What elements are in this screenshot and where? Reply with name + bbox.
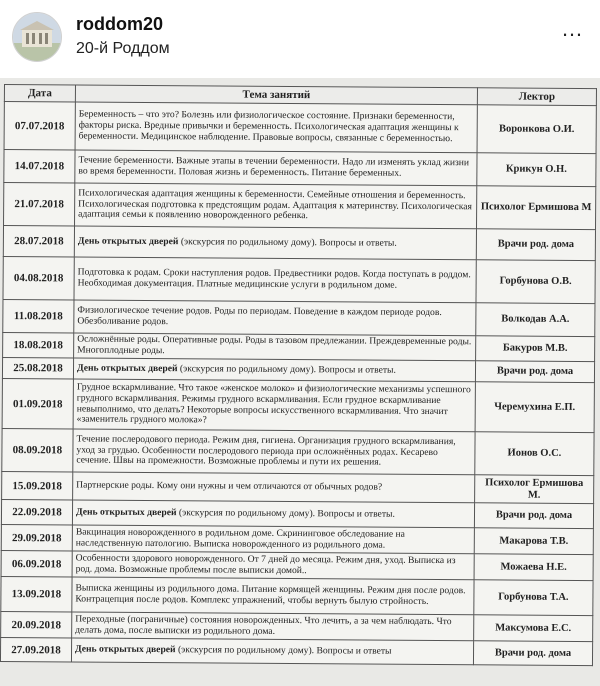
row-topic [75,102,477,153]
row-date: 13.09.2018 [1,576,72,611]
row-lecturer: Черемухина Е.П. [475,382,594,433]
row-date: 20.09.2018 [1,611,72,637]
table-row [4,102,596,154]
row-lecturer: Бакуров М.В. [476,336,595,362]
row-date: 04.08.2018 [3,256,74,299]
row-date: 21.07.2018 [4,183,75,226]
table-row [2,471,594,503]
table-row [1,550,593,580]
row-topic-text: Осложнённые роды. Оперативные роды. Роды в тазовом предлежании. Преждевременные роды. Многоплодные роды. [77,333,472,357]
table-row [1,524,593,554]
row-lecturer: Можаева Н.Е. [474,554,593,581]
building-icon [13,13,61,61]
row-topic-text: (экскурсия по родильному дому). Вопросы и ответы. [177,362,396,376]
row-lecturer: Горбунова Т.А. [474,580,593,616]
row-lecturer: Врачи род. дома [475,361,594,383]
row-topic-text: Вакцинация новорожденного в родильном доме. Скрининговое обследование на наследственную патологию. Выписка новорожденного из родильного дома. [75,526,405,551]
row-date: 15.09.2018 [2,471,73,499]
row-lecturer: Ионов О.С. [475,432,594,476]
header-topic: Тема занятий [75,85,477,105]
table-row [4,150,596,187]
row-topic-highlight: День открытых дверей [77,235,179,247]
header-lecturer: Лектор [477,88,596,106]
table-row [2,378,594,432]
row-topic [71,638,473,665]
row-topic-highlight: День открытых дверей [75,506,177,518]
row-date: 25.08.2018 [2,357,73,378]
row-topic-text: Подготовка к родам. Сроки наступления родов. Предвестники родов. Когда поступать в роддом. Необходимая документация. Платные медицинские услуги в родильном доме. [77,266,471,291]
row-topic-text: Беременность – что это? Болезнь или физиологическое состояние. Признаки беременности, факторы риска. Вредные привычки и беременность. Психологическая адаптация женщины к беременности. Медицинское наблюдение. Правовые вопросы, связанные с беременностью. [78,108,459,145]
row-date: 06.09.2018 [1,550,72,576]
row-date: 27.09.2018 [0,637,71,661]
row-topic [75,183,477,229]
row-topic [72,551,474,580]
more-options-icon[interactable]: … [561,16,584,41]
username[interactable]: roddom20 [76,14,164,34]
row-topic-highlight: День открытых дверей [76,362,178,374]
row-lecturer: Волкодав А.А. [476,303,595,337]
row-topic [72,500,474,528]
row-topic [73,429,475,475]
row-topic [72,577,474,615]
row-topic [75,150,477,186]
row-lecturer: Врачи род. дома [473,641,592,666]
row-topic-text: Психологическая адаптация женщины к беременности. Семейные отношения и беременность. Психологическая подготовка к предстоящим родам. Адаптация к материнству. Психологическая адаптация семьи к появлению новорожденного ребенка. [78,187,473,222]
row-topic [74,300,476,336]
location[interactable]: 20-й Роддом [76,40,170,57]
row-topic-text: Выписка женщины из родильного дома. Питание кормящей женщины. Режим дня после родов. Контрацепция после родов. Комплекс упражнений, чтобы вернуть былую стройность. [75,582,466,607]
row-topic [72,525,474,554]
row-topic [73,358,475,382]
row-lecturer: Макарова Т.В. [474,528,593,555]
table-row [0,637,592,665]
row-topic-text: (экскурсия по родильному дому). Вопросы и ответы. [178,235,397,249]
row-lecturer: Воронкова О.И. [477,105,596,154]
row-lecturer: Врачи род. дома [474,503,593,529]
row-topic-text: Особенности здорового новорожденного. От 7 дней до месяца. Режим дня, уход. Выписка из род. дома. Возможные проблемы после выписки домой.. [75,552,456,576]
row-date: 29.09.2018 [1,524,72,550]
table-row [1,611,593,641]
row-topic [72,612,474,641]
row-topic [74,226,476,260]
row-topic [74,257,476,303]
table-row [4,183,596,230]
row-date: 28.07.2018 [3,226,74,257]
row-date: 22.09.2018 [1,499,72,524]
row-lecturer: Врачи род. дома [476,229,595,261]
row-topic-text: (экскурсия по родильному дому). Вопросы и ответы [175,644,392,657]
row-date: 14.07.2018 [4,150,75,183]
table-row [3,299,595,336]
row-topic-highlight: День открытых дверей [75,643,176,656]
table-row [1,576,593,615]
post-header [0,0,600,78]
row-topic-text: Течение послеродового периода. Режим дня, гигиена. Организация грудного вскармливания, уход за грудью. Особенности послеродового периода при осложнённых родах. Кесарево сечение. Швы на промежности. Возможные проблемы и пути их решения. [76,433,456,469]
schedule-table [0,84,597,666]
row-lecturer: Крикун О.Н. [477,153,596,187]
row-topic-text: Течение беременности. Важные этапы в течении беременности. Надо ли изменять уклад жизни во время беременности. Половая жизнь и беременность. Питание беременных. [78,154,470,179]
row-lecturer: Психолог Ермишова М. [475,475,594,504]
table-row [3,256,595,303]
row-lecturer: Горбунова О.В. [476,260,595,304]
row-topic-text: (экскурсия по родильному дому). Вопросы и ответы. [176,506,395,520]
row-lecturer: Максумова Е.С. [474,615,593,642]
table-row [2,428,594,475]
row-date: 18.08.2018 [3,332,74,357]
header-date: Дата [4,85,75,102]
row-topic [73,379,475,432]
row-topic-text: Переходные (пограничные) состояния новорожденных. Что лечить, а за чем наблюдать. Что делать дома, после выписки из родильного дома. [75,613,452,637]
row-lecturer: Психолог Ермишова М [477,186,596,230]
profile-avatar[interactable] [12,12,62,62]
row-topic-text: Физиологическое течение родов. Роды по периодам. Поведение в каждом периоде родов. Обезболивание родов. [77,304,442,328]
row-date: 11.08.2018 [3,299,74,332]
row-topic [74,333,476,361]
table-row [3,226,595,261]
row-date: 01.09.2018 [2,378,73,428]
row-topic-text: Грудное вскармливание. Что такое «женское молоко» и физиологические механизмы успешного грудного вскармливания. Режимы грудного вскармливания. Если грудное вскармливание невыполнимо, что делать? Некоторые вопросы искусственного вскармливания. Что значит «заменитель грудного молока»? [76,381,471,426]
post-photo [0,78,600,686]
row-topic [73,472,475,503]
row-date: 08.09.2018 [2,428,73,471]
row-date: 07.07.2018 [4,102,75,150]
row-topic-text: Партнерские роды. Кому они нужны и чем отличаются от обычных родов? [76,479,383,493]
